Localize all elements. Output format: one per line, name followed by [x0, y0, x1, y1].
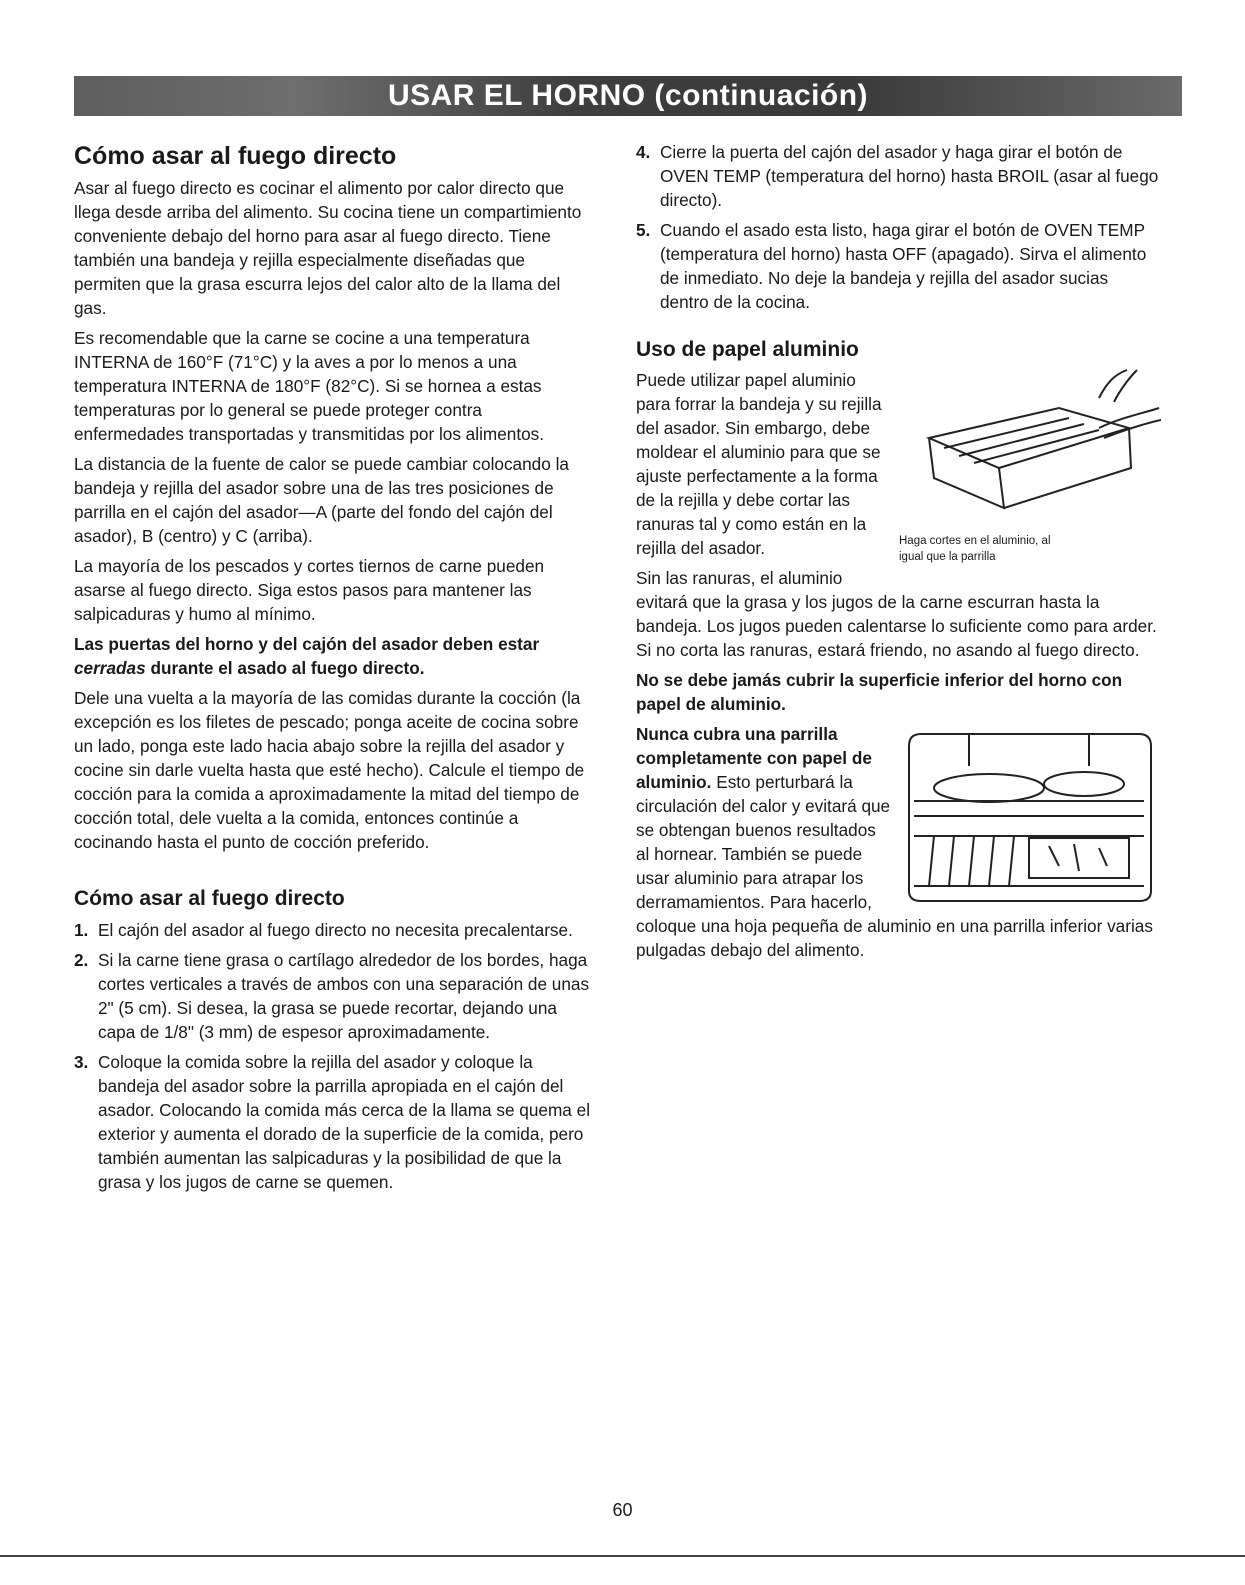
warning-text-a: Las puertas del horno y del cajón del asador deben estar [74, 634, 540, 654]
step-number: 2. [74, 950, 89, 970]
paragraph-temperature: Es recomendable que la carne se cocine a una temperatura INTERNA de 160°F (71°C) y la aves a por lo menos a una temperatura INTERNA de 180°F (82°C). Si se hornea a estas temperaturas por lo general se puede proteger contra enfermedades transportadas y transmitidas por los alimentos. [74, 328, 545, 444]
warning-text-emphasis: cerradas [74, 658, 146, 678]
step-number: 1. [74, 920, 89, 940]
step-text: El cajón del asador al fuego directo no necesita precalentarse. [98, 920, 573, 940]
oven-rack-illustration [899, 726, 1161, 906]
caption-line-1: Haga cortes en el aluminio, al [899, 535, 1051, 547]
paragraph-intro: Asar al fuego directo es cocinar el alimento por calor directo que llega desde arriba del alimento. Su cocina tiene un compartimiento conveniente debajo del horno para asar al fuego directo. Tiene también una bandeja y rejilla especialmente diseñadas que permiten que la grasa escurra lejos del calor alto de la llama del gas. [74, 178, 582, 318]
figure-caption [899, 533, 1161, 565]
step-number: 3. [74, 1052, 89, 1072]
step-text: Cuando el asado esta listo, haga girar el botón de OVEN TEMP (temperatura del horno) hasta OFF (apagado). Sirva el alimento de inmediato. No deje la bandeja y rejilla del asador sucias dentro de la cocina. [660, 220, 1147, 312]
paragraph-distance: La distancia de la fuente de calor se puede cambiar colocando la bandeja y rejilla del asador sobre una de las tres posiciones de parrilla en el cajón del asador—A (parte del fondo del cajón del asador), B (centro) y C (arriba). [74, 454, 569, 546]
heading-broiling: Cómo asar al fuego directo [74, 142, 397, 170]
list-item [74, 918, 594, 942]
steps-list-right [636, 140, 1161, 314]
list-item [636, 218, 1161, 314]
right-column [636, 140, 1161, 968]
step-number: 5. [636, 220, 651, 240]
step-text: Cierre la puerta del cajón del asador y haga girar el botón de OVEN TEMP (temperatura del horno) hasta BROIL (asar al fuego directo). [660, 142, 1159, 210]
paragraph-foil-usage: Puede utilizar papel aluminio para forrar la bandeja y su rejilla del asador. Sin embargo, debe moldear el aluminio para que se ajuste perfectamente a la forma de la rejilla y debe cortar las ranuras tal y como están en la rejilla del asador. [636, 370, 882, 558]
oven-rack-figure [899, 726, 1161, 911]
list-item [636, 140, 1161, 212]
step-text: Si la carne tiene grasa o cartílago alrededor de los bordes, haga cortes verticales a través de ambos con una separación de unas 2" (5 cm). Si desea, la grasa se puede recortar, dejando una capa de 1/8" (3 mm) de espesor aproximadamente. [98, 950, 590, 1042]
bottom-rule [0, 1555, 1245, 1557]
rack-warning-text: Esto perturbará la circulación del calor y evitará que se obtengan buenos resultados al hornear. También se puede usar aluminio para atrapar los derramamientos. Para hacerlo, coloque una hoja pequeña de aluminio en una parrilla inferior varias pulgadas debajo del alimento. [636, 772, 1153, 960]
step-text: Coloque la comida sobre la rejilla del asador y coloque la bandeja del asador sobre la parrilla apropiada en el cajón del asador. Colocando la comida más cerca de la llama se quema el exterior y aumenta el dorado de la superficie de la comida, pero también aumentan las salpicaduras y la posibilidad de que la grasa y los jugos de carne se quemen. [98, 1052, 591, 1192]
section-banner [74, 76, 1182, 116]
page-number: 60 [612, 1500, 633, 1520]
warning-oven-bottom: No se debe jamás cubrir la superficie inferior del horno con papel de aluminio. [636, 670, 1123, 714]
warning-doors-closed [74, 632, 594, 680]
heading-broiling-steps: Cómo asar al fuego directo [74, 887, 345, 910]
broiler-pan-illustration [899, 368, 1161, 528]
step-number: 4. [636, 142, 651, 162]
warning-never-cover-rack: Nunca cubra una parrilla completamente con papel de aluminio. [636, 724, 872, 792]
list-item [74, 1050, 594, 1194]
section-title: USAR EL HORNO (continuación) [387, 79, 869, 112]
paragraph-slots: Sin las ranuras, el aluminio evitará que la grasa y los jugos de la carne escurran hasta la bandeja. Los jugos pueden calentarse lo suficiente como para arder. Si no corta las ranuras, estará friendo, no asando al fuego directo. [636, 568, 1157, 660]
paragraph-turning: Dele una vuelta a la mayoría de las comidas durante la cocción (la excepción es los filetes de pescado; ponga aceite de cocina sobre un lado, ponga este lado hacia abajo sobre la rejilla del asador y cocine sin darle vuelta hasta que esté hecho). Calcule el tiempo de cocción para la comida a aproximadamente la mitad del tiempo de cocción total, dele vuelta a la comida, entonces continúe a cocinando hasta el punto de cocción preferido. [74, 688, 585, 852]
paragraph-fish: La mayoría de los pescados y cortes tiernos de carne pueden asarse al fuego directo. Siga estos pasos para mantener las salpicaduras y humo al mínimo. [74, 556, 545, 624]
heading-aluminum-foil: Uso de papel aluminio [636, 338, 859, 361]
warning-text-c: durante el asado al fuego directo. [145, 658, 425, 678]
steps-list-left [74, 918, 594, 1194]
broiler-pan-figure [899, 368, 1161, 565]
caption-line-2: igual que la parrilla [899, 551, 996, 563]
left-column [74, 140, 594, 1200]
list-item [74, 948, 594, 1044]
